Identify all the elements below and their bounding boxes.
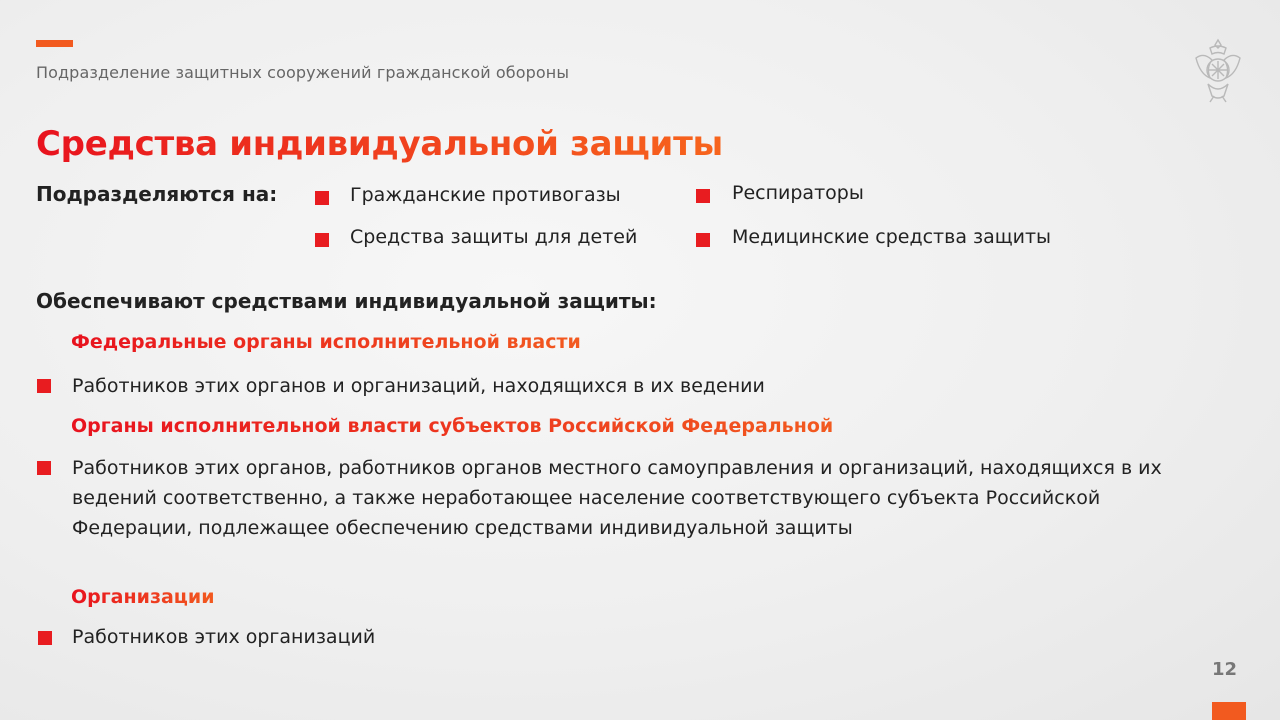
bullet-square-icon [696,233,710,247]
section-text: Работников этих органов и организаций, находящихся в их ведении [72,375,765,397]
section-text: Работников этих органов, работников органов местного самоуправления и организаций, находящихся в их ведений соответственно, а также неработающее население соответствующего субъекта Российской Федерации, подлежащее обеспечению средствами индивидуальной защиты [72,457,1162,539]
emchs-emblem-icon [1190,36,1246,106]
ppe-type-item: Гражданские противогазы [350,184,621,206]
bullet-square-icon [315,191,329,205]
bullet-square-icon [315,233,329,247]
slide-title: Средства индивидуальной защиты [36,124,723,164]
bullet-square-icon [37,379,51,393]
ppe-type-item: Респираторы [732,182,864,204]
bullet-square-icon [38,631,52,645]
header-accent-bar [36,40,73,47]
footer-accent-block [1212,702,1246,720]
department-subtitle: Подразделение защитных сооружений гражданской обороны [36,63,570,82]
ppe-type-item: Медицинские средства защиты [732,226,1052,248]
section-text: Работников этих организаций [72,626,376,648]
section-heading: Организации [71,586,215,608]
provide-label: Обеспечивают средствами индивидуальной защиты: [36,289,657,313]
section-heading: Органы исполнительной власти субъектов Российской Федеральной [71,415,834,437]
bullet-square-icon [37,461,51,475]
section-heading: Федеральные органы исполнительной власти [71,331,581,353]
ppe-type-item: Средства защиты для детей [350,226,638,248]
page-number: 12 [1212,659,1238,680]
bullet-square-icon [696,189,710,203]
subdivision-label: Подразделяются на: [36,182,278,206]
